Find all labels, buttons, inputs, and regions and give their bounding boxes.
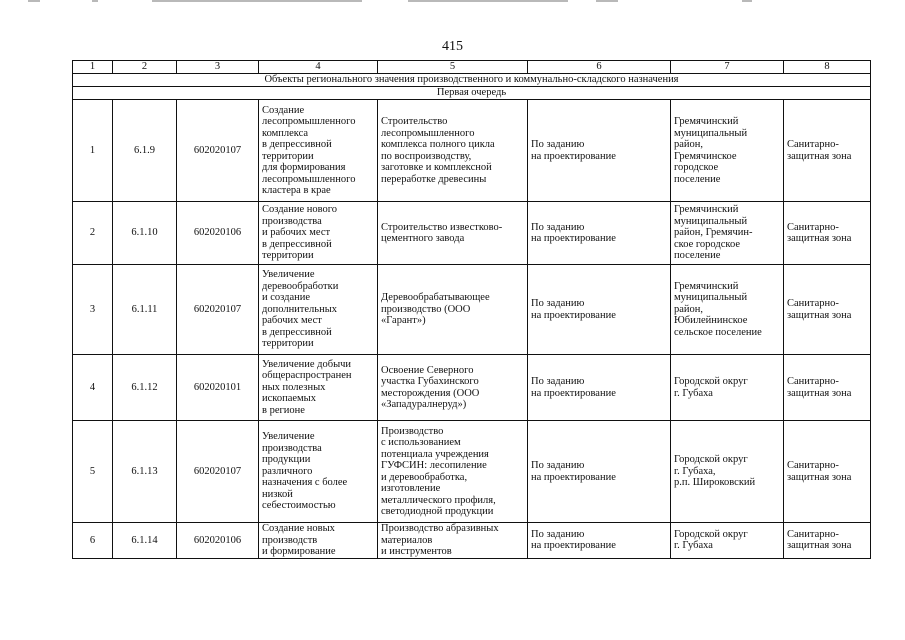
- column-number: 3: [177, 61, 259, 74]
- object-purpose: Создание новых производств и формирование: [259, 523, 378, 559]
- row-number: 1: [73, 100, 113, 202]
- object-purpose: Увеличение деревообработки и создание дополнительных рабочих мест в депрессивной территории: [259, 265, 378, 355]
- column-number-row: [73, 61, 871, 74]
- row-number: 5: [73, 421, 113, 523]
- section-title: Объекты регионального значения производственного и коммунально-складского назначения: [73, 74, 871, 87]
- object-id: 602020107: [177, 265, 259, 355]
- table-row: [73, 355, 871, 421]
- object-description: Деревообрабатывающее производство (ООО «Гарант»): [378, 265, 528, 355]
- object-code: 6.1.13: [113, 421, 177, 523]
- row-number: 3: [73, 265, 113, 355]
- column-number: 2: [113, 61, 177, 74]
- column-number: 6: [528, 61, 671, 74]
- object-id: 602020107: [177, 421, 259, 523]
- object-purpose: Создание нового производства и рабочих мест в депрессивной территории: [259, 202, 378, 265]
- scan-artifact: [742, 0, 752, 2]
- object-id: 602020106: [177, 523, 259, 559]
- scan-artifact: [28, 0, 40, 2]
- object-location: Гремячинский муниципальный район, Юбилейнинское сельское поселение: [671, 265, 784, 355]
- row-number: 2: [73, 202, 113, 265]
- object-parameters: По заданию на проектирование: [528, 421, 671, 523]
- page-number: 415: [442, 39, 463, 54]
- object-location: Гремячинский муниципальный район, Гремячинское городское поселение: [671, 100, 784, 202]
- object-purpose: Увеличение добычи общераспространен ных полезных ископаемых в регионе: [259, 355, 378, 421]
- row-number: 6: [73, 523, 113, 559]
- object-parameters: По заданию на проектирование: [528, 265, 671, 355]
- object-description: Производство с использованием потенциала учреждения ГУФСИН: лесопиление и деревообработка, изготовление металлического профиля, светодиодной продукции: [378, 421, 528, 523]
- scan-artifact: [408, 0, 568, 2]
- object-description: Производство абразивных материалов и инструментов: [378, 523, 528, 559]
- object-code: 6.1.12: [113, 355, 177, 421]
- restriction-zone: Санитарно- защитная зона: [784, 421, 871, 523]
- object-parameters: По заданию на проектирование: [528, 355, 671, 421]
- restriction-zone: Санитарно- защитная зона: [784, 523, 871, 559]
- column-number: 4: [259, 61, 378, 74]
- object-code: 6.1.14: [113, 523, 177, 559]
- scan-artifact: [596, 0, 618, 2]
- object-code: 6.1.11: [113, 265, 177, 355]
- document-table: [72, 60, 871, 559]
- subsection-row: [73, 87, 871, 100]
- object-description: Строительство лесопромышленного комплекса полного цикла по воспроизводству, заготовке и комплексной переработке древесины: [378, 100, 528, 202]
- scan-artifact: [152, 0, 362, 2]
- section-row: [73, 74, 871, 87]
- object-location: Городской округ г. Губаха: [671, 355, 784, 421]
- table-row: [73, 202, 871, 265]
- column-number: 1: [73, 61, 113, 74]
- object-parameters: По заданию на проектирование: [528, 100, 671, 202]
- restriction-zone: Санитарно- защитная зона: [784, 100, 871, 202]
- object-location: Городской округ г. Губаха, р.п. Широковский: [671, 421, 784, 523]
- table-row: [73, 265, 871, 355]
- subsection-title: Первая очередь: [73, 87, 871, 100]
- restriction-zone: Санитарно- защитная зона: [784, 265, 871, 355]
- column-number: 5: [378, 61, 528, 74]
- object-location: Гремячинский муниципальный район, Гремячин- ское городское поселение: [671, 202, 784, 265]
- scan-artifact: [92, 0, 98, 2]
- object-parameters: По заданию на проектирование: [528, 202, 671, 265]
- table-row: [73, 100, 871, 202]
- object-code: 6.1.10: [113, 202, 177, 265]
- row-number: 4: [73, 355, 113, 421]
- object-code: 6.1.9: [113, 100, 177, 202]
- column-number: 7: [671, 61, 784, 74]
- object-purpose: Создание лесопромышленного комплекса в депрессивной территории для формирования лесопромышленного кластера в крае: [259, 100, 378, 202]
- object-id: 602020101: [177, 355, 259, 421]
- table-row: [73, 523, 871, 559]
- table-row: [73, 421, 871, 523]
- object-id: 602020107: [177, 100, 259, 202]
- restriction-zone: Санитарно- защитная зона: [784, 202, 871, 265]
- object-description: Освоение Северного участка Губахинского месторождения (ООО «Западуралнеруд»): [378, 355, 528, 421]
- object-purpose: Увеличение производства продукции различного назначения с более низкой себестоимостью: [259, 421, 378, 523]
- column-number: 8: [784, 61, 871, 74]
- restriction-zone: Санитарно- защитная зона: [784, 355, 871, 421]
- object-id: 602020106: [177, 202, 259, 265]
- object-location: Городской округ г. Губаха: [671, 523, 784, 559]
- object-description: Строительство известково- цементного завода: [378, 202, 528, 265]
- object-parameters: По заданию на проектирование: [528, 523, 671, 559]
